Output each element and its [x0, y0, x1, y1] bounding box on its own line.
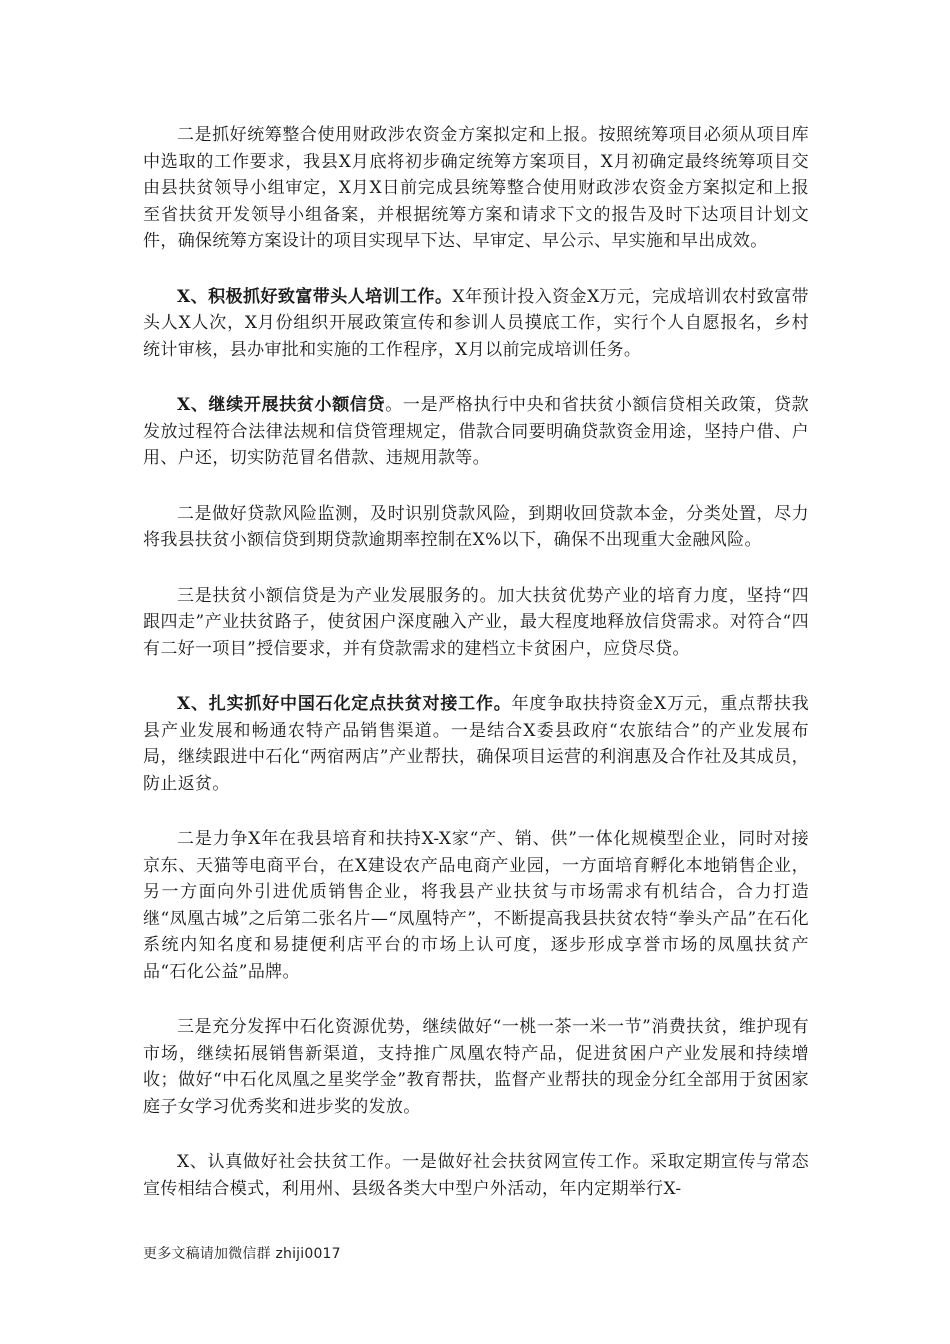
paragraph-text: X年预计投入资金X万元，完成培训农村致富带头人X人次，X月份组织开展政策宣传和参训人员摸底工作，实行个人自愿报名，乡村统计审核，县办审批和实施的工作程序，X月以前完成培训任务。 — [143, 286, 809, 360]
paragraph-text: X、认真做好社会扶贫工作。一是做好社会扶贫网宣传工作。采取定期宣传与常态宣传相结合模式，利用州、县级各类大中型户外活动，年内定期举行X- — [143, 1152, 809, 1199]
paragraph-6 — [143, 691, 809, 797]
paragraph-3 — [143, 392, 809, 472]
paragraph-8 — [143, 1014, 809, 1120]
paragraph-5 — [143, 583, 809, 663]
paragraph-2 — [143, 284, 809, 364]
paragraph-lead: X、积极抓好致富带头人培训工作。 — [177, 286, 453, 307]
paragraph-lead: X、扎实抓好中国石化定点扶贫对接工作。 — [177, 694, 512, 714]
paragraph-text: 。一是严格执行中央和省扶贫小额信贷相关政策，贷款发放过程符合法律法规和信贷管理规定，借款合同要明确贷款资金用途，坚持户借、户用、户还，切实防范冒名借款、违规用款等。 — [143, 395, 809, 468]
paragraph-text: 年度争取扶持资金X万元，重点帮扶我县产业发展和畅通农特产品销售渠道。一是结合X委县政府“农旅结合”的产业发展布局，继续跟进中石化“两宿两店”产业帮扶，确保项目运营的利润惠及合作社及其成员，防止返贫。 — [143, 694, 809, 794]
paragraph-text: 三是扶贫小额信贷是为产业发展服务的。加大扶贫优势产业的培育力度，坚持“四跟四走”产业扶贫路子，使贫困户深度融入产业，最大程度地释放信贷需求。对符合“四有二好一项目”授信要求，并有贷款需求的建档立卡贫困户，应贷尽贷。 — [143, 585, 809, 659]
paragraph-lead: X、继续开展扶贫小额信贷 — [177, 395, 386, 415]
paragraph-4 — [143, 501, 809, 554]
paragraph-1 — [143, 122, 809, 255]
document-body — [143, 122, 809, 1231]
page-footer: 更多文稿请加微信群 zhiji0017 — [143, 1246, 341, 1262]
paragraph-text: 三是充分发挥中石化资源优势，继续做好“一桃一茶一米一节”消费扶贫，维护现有市场，继续拓展销售新渠道，支持推广凤凰农特产品，促进贫困户产业发展和持续增收；做好“中石化凤凰之星奖学金”教育帮扶，监督产业帮扶的现金分红全部用于贫困家庭子女学习优秀奖和进步奖的发放。 — [143, 1017, 809, 1117]
paragraph-7 — [143, 826, 809, 985]
paragraph-text: 二是抓好统筹整合使用财政涉农资金方案拟定和上报。按照统筹项目必须从项目库中选取的工作要求，我县X月底将初步确定统筹方案项目，X月初确定最终统筹项目交由县扶贫领导小组审定，X月X日前完成县统筹整合使用财政涉农资金方案拟定和上报至省扶贫开发领导小组备案，并根据统筹方案和请求下文的报告及时下达项目计划文件，确保统筹方案设计的项目实现早下达、早审定、早公示、早实施和早出成效。 — [143, 125, 809, 251]
paragraph-text: 二是做好贷款风险监测，及时识别贷款风险，到期收回贷款本金，分类处置，尽力将我县扶贫小额信贷到期贷款逾期率控制在X%以下，确保不出现重大金融风险。 — [143, 503, 809, 550]
paragraph-text: 二是力争X年在我县培育和扶持X-X家“产、销、供”一体化规模型企业，同时对接京东、天猫等电商平台，在X建设农产品电商产业园，一方面培育孵化本地销售企业，另一方面向外引进优质销售企业，将我县产业扶贫与市场需求有机结合，合力打造继“凤凰古城”之后第二张名片—“凤凰特产”，不断提高我县扶贫农特“拳头产品”在石化系统内知名度和易捷便利店平台的市场上认可度，逐步形成享誉市场的凤凰扶贫产品“石化公益”品牌。 — [143, 829, 809, 982]
paragraph-9 — [143, 1149, 809, 1202]
